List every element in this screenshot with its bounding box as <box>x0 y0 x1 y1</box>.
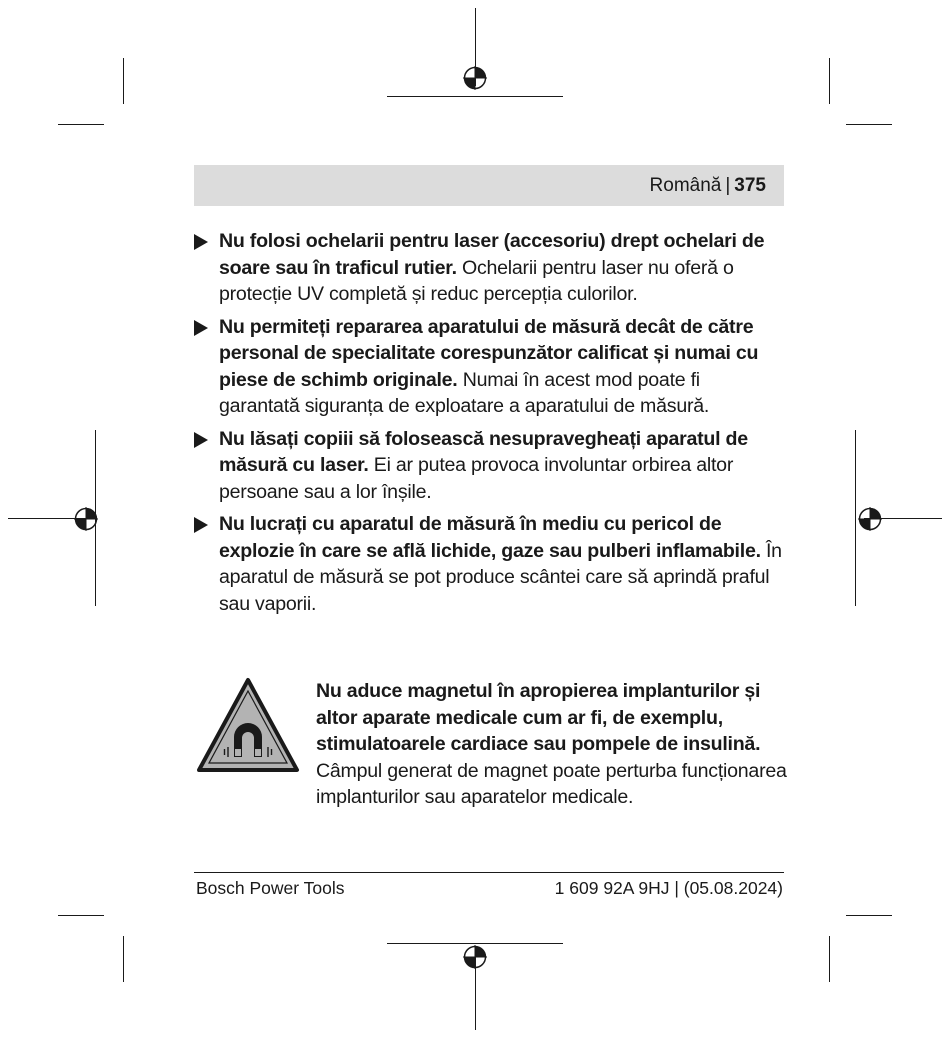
bullet-bold-text: Nu lucrați cu aparatul de măsură în mediu cu pericol de explozie în care se află lichide, gaze sau pulberi inflamabile. <box>219 513 761 562</box>
warning-text: Câmpul generat de magnet poate perturba funcționarea implanturilor sau aparatelor medicale. <box>316 759 787 808</box>
safety-bullet <box>194 511 784 617</box>
magnet-warning-icon <box>196 677 300 773</box>
bullet-text: Numai în acest mod poate fi garantată siguranța de exploatare a aparatului de măsură. <box>219 368 710 417</box>
crop-mark <box>58 124 104 125</box>
registration-line <box>387 943 563 944</box>
crop-mark <box>846 915 892 916</box>
footer-doc-code: 1 609 92A 9HJ | (05.08.2024) <box>554 878 783 898</box>
bullet-arrow-icon <box>194 234 208 250</box>
footer-brand: Bosch Power Tools <box>196 878 345 898</box>
registration-line <box>387 96 563 97</box>
bullet-bold-text: Nu folosi ochelarii pentru laser (accesoriu) drept ochelari de soare sau în traficul rutier. <box>219 230 765 279</box>
crop-mark <box>846 124 892 125</box>
page-header-text <box>650 175 766 197</box>
crop-mark <box>58 915 104 916</box>
safety-bullet <box>194 228 784 308</box>
language-label: Română <box>649 175 722 196</box>
crop-mark <box>123 58 124 104</box>
crop-mark <box>123 936 124 982</box>
warning-bold-text: Nu aduce magnetul în apropierea implanturilor și altor aparate medicale cum ar fi, de exemplu, stimulatoarele cardiace sau pompele de insulină. <box>316 680 761 755</box>
registration-target-icon <box>463 945 487 969</box>
bullet-bold-text: Nu permiteți repararea aparatului de măsură decât de către personal de specialitate corespunzător calificat și numai cu piese de schimb originale. <box>219 315 759 391</box>
page-header <box>194 165 784 206</box>
bullet-arrow-icon <box>194 432 208 448</box>
safety-bullet-list <box>194 228 784 623</box>
crop-mark <box>829 58 830 104</box>
page-number: 375 <box>734 175 766 196</box>
safety-bullet <box>194 314 784 420</box>
bullet-bold-text: Nu lăsați copiii să folosească nesupravegheați aparatul de măsură cu laser. <box>219 427 748 476</box>
registration-target-icon <box>74 507 98 531</box>
bullet-text: În aparatul de măsură se pot produce scântei care să aprindă praful sau vaporii. <box>219 539 782 615</box>
bullet-arrow-icon <box>194 320 208 336</box>
header-separator: | <box>725 175 731 196</box>
footer-divider <box>194 872 784 873</box>
bullet-text: Ochelarii pentru laser nu oferă o protecție UV completă și reduc percepția culorilor. <box>219 256 734 305</box>
registration-line <box>855 430 856 606</box>
bullet-text: Ei ar putea provoca involuntar orbirea altor persoane sau a lor înșile. <box>219 454 734 503</box>
registration-target-icon <box>858 507 882 531</box>
registration-target-icon <box>463 66 487 90</box>
bullet-arrow-icon <box>194 517 208 533</box>
crop-mark <box>829 936 830 982</box>
safety-bullet <box>194 426 784 506</box>
magnet-warning-text <box>316 678 791 811</box>
